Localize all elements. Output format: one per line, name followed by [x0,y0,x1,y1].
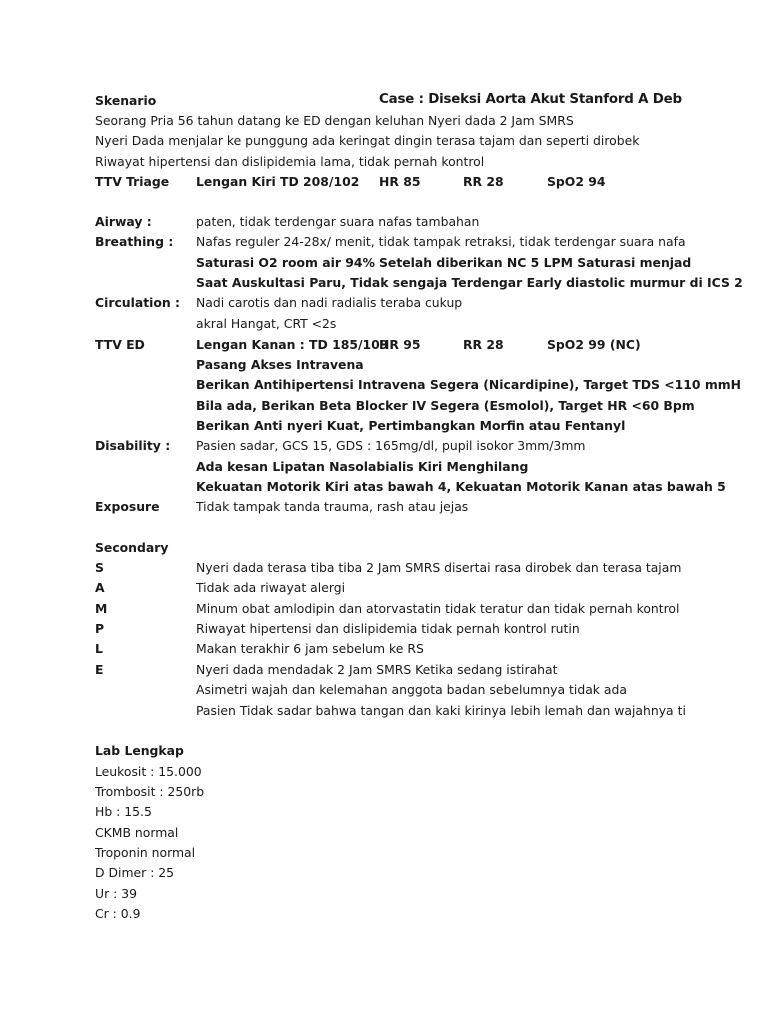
sample-key: S [95,560,104,575]
sample-text: Nyeri dada terasa tiba tiba 2 Jam SMRS disertai rasa dirobek dan terasa tajam [196,560,682,575]
lab-item: CKMB normal [95,825,179,840]
exposure-label: Exposure [95,499,160,514]
breathing-label: Breathing : [95,234,174,249]
exposure-text: Tidak tampak tanda trauma, rash atau jejas [196,499,469,514]
lab-label: Lab Lengkap [95,743,184,758]
saturation-nasal-cannula: Setelah diberikan NC 5 LPM Saturasi menjad [379,255,692,270]
secondary-extra-text: Pasien Tidak sadar bahwa tangan dan kaki kirinya lebih lemah dan wajahnya ti [196,703,686,718]
sample-text: Nyeri dada mendadak 2 Jam SMRS Ketika sedang istirahat [196,662,558,677]
secondary-extra-text: Asimetri wajah dan kelemahan anggota badan sebelumnya tidak ada [196,682,627,697]
ttv-triage-spo2: SpO2 94 [547,174,606,189]
sample-key: L [95,641,103,656]
sample-text: Makan terakhir 6 jam sebelum ke RS [196,641,424,656]
lab-item: Trombosit : 250rb [95,784,205,799]
ttv-triage-rr: RR 28 [463,174,504,189]
sample-key: A [95,580,105,595]
auskultasi-text: Saat Auskultasi Paru, Tidak sengaja Terdengar Early diastolic murmur di ICS 2 [196,275,743,290]
disability-finding: Kekuatan Motorik Kiri atas bawah 4, Kekuatan Motorik Kanan atas bawah 5 [196,479,726,494]
ttv-ed-bp: Lengan Kanan : TD 185/109 [196,337,389,352]
airway-label: Airway : [95,214,152,229]
case-title: Case : Diseksi Aorta Akut Stanford A Deb [379,92,682,107]
airway-text: paten, tidak terdengar suara nafas tambahan [196,214,480,229]
lab-item: Troponin normal [95,845,196,860]
lab-item: Cr : 0.9 [95,906,141,921]
disability-finding: Ada kesan Lipatan Nasolabialis Kiri Menghilang [196,459,529,474]
sample-text: Tidak ada riwayat alergi [196,580,346,595]
ttv-ed-label: TTV ED [95,337,145,352]
circulation-label: Circulation : [95,295,180,310]
action-text: Bila ada, Berikan Beta Blocker IV Segera (Esmolol), Target HR <60 Bpm [196,398,695,413]
section-label-skenario: Skenario [95,93,157,108]
ttv-ed-rr: RR 28 [463,337,504,352]
circulation-line: Nadi carotis dan nadi radialis teraba cukup [196,295,463,310]
sample-text: Minum obat amlodipin dan atorvastatin tidak teratur dan tidak pernah kontrol [196,601,680,616]
action-text: Berikan Anti nyeri Kuat, Pertimbangkan Morfin atau Fentanyl [196,418,626,433]
secondary-label: Secondary [95,540,169,555]
ttv-triage-hr: HR 85 [379,174,421,189]
lab-item: D Dimer : 25 [95,865,175,880]
saturation-room-air: Saturasi O2 room air 94% [196,255,375,270]
ttv-ed-hr: HR 95 [379,337,421,352]
circulation-line: akral Hangat, CRT <2s [196,316,337,331]
scenario-line: Riwayat hipertensi dan dislipidemia lama, tidak pernah kontrol [95,154,485,169]
disability-label: Disability : [95,438,171,453]
lab-item: Hb : 15.5 [95,804,152,819]
lab-item: Leukosit : 15.000 [95,764,202,779]
action-text: Pasang Akses Intravena [196,357,364,372]
sample-key: E [95,662,104,677]
sample-key: P [95,621,105,636]
sample-key: M [95,601,108,616]
ttv-triage-label: TTV Triage [95,174,170,189]
scenario-line: Nyeri Dada menjalar ke punggung ada keringat dingin terasa tajam dan seperti dirobek [95,133,640,148]
ttv-ed-spo2: SpO2 99 (NC) [547,337,641,352]
ttv-triage-bp: Lengan Kiri TD 208/102 [196,174,360,189]
lab-item: Ur : 39 [95,886,137,901]
action-text: Berikan Antihipertensi Intravena Segera (Nicardipine), Target TDS <110 mmH [196,377,742,392]
sample-text: Riwayat hipertensi dan dislipidemia tidak pernah kontrol rutin [196,621,580,636]
disability-text: Pasien sadar, GCS 15, GDS : 165mg/dl, pupil isokor 3mm/3mm [196,438,586,453]
scenario-line: Seorang Pria 56 tahun datang ke ED dengan keluhan Nyeri dada 2 Jam SMRS [95,113,574,128]
breathing-text: Nafas reguler 24-28x/ menit, tidak tampak retraksi, tidak terdengar suara nafa [196,234,686,249]
